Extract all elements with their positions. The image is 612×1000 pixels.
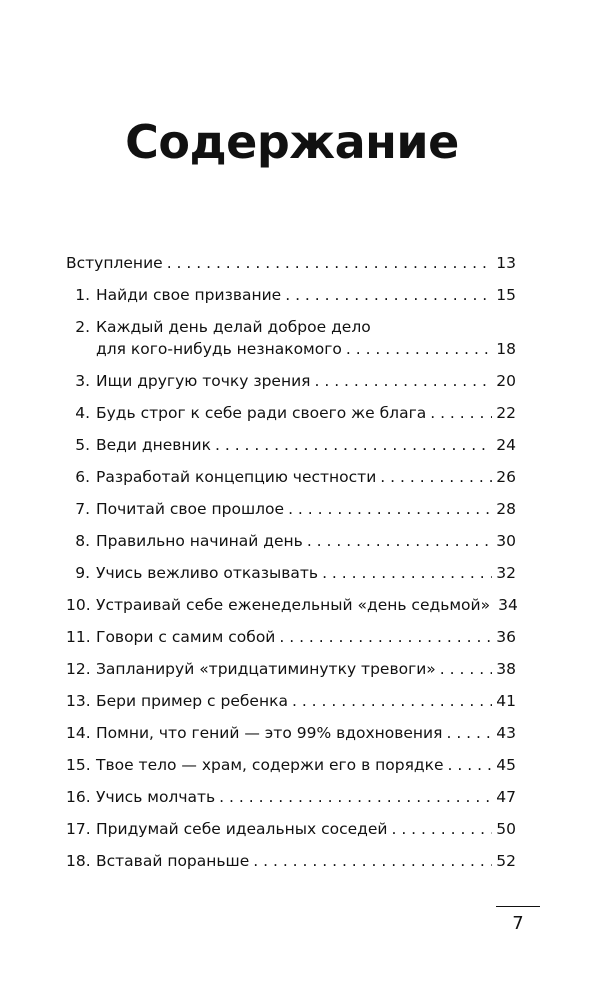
toc-dot-leader <box>215 434 492 456</box>
toc-dot-leader <box>288 498 492 520</box>
toc-entry-title: Говори с самим собой <box>96 628 276 646</box>
toc-entry-page: 45 <box>496 756 516 774</box>
toc-entry <box>66 594 516 616</box>
toc-entry-title: Будь строг к себе ради своего же блага <box>96 404 427 422</box>
toc-entry <box>66 850 516 872</box>
toc-entry-title: Найди свое призвание <box>96 286 282 304</box>
toc-entry-page: 22 <box>496 404 516 422</box>
toc-entry-number: 5. <box>75 436 90 454</box>
toc-entry-page: 13 <box>496 254 516 272</box>
toc-entry-title: для кого-нибудь незнакомого <box>96 340 342 358</box>
toc-entry-title: Вставай пораньше <box>96 852 250 870</box>
toc-entry-number: 1. <box>75 286 90 304</box>
toc-entry-title: Помни, что гений — это 99% вдохновения <box>96 724 443 742</box>
toc-entry <box>66 722 516 744</box>
toc-entry-number: 13. <box>66 692 91 710</box>
toc-entry <box>66 786 516 808</box>
toc-entry <box>66 284 516 306</box>
toc-entry-title: Учись молчать <box>96 788 216 806</box>
toc-dot-leader <box>253 850 492 872</box>
toc-entry-page: 41 <box>496 692 516 710</box>
footer-rule <box>496 906 540 907</box>
toc-entry-number: 16. <box>66 788 91 806</box>
toc-entry <box>66 316 516 360</box>
toc-entry-title: Каждый день делай доброе дело <box>96 318 371 336</box>
toc-dot-leader <box>380 466 492 488</box>
toc-entry <box>66 754 516 776</box>
toc-entry-title: Правильно начинай день <box>96 532 303 550</box>
toc-entry-number: 3. <box>75 372 90 390</box>
toc-entry-page: 24 <box>496 436 516 454</box>
toc-entry-page: 47 <box>496 788 516 806</box>
toc-entry-page: 20 <box>496 372 516 390</box>
toc-entry-number: 2. <box>75 318 90 336</box>
toc-entry-number: 18. <box>66 852 91 870</box>
toc-entry <box>66 818 516 840</box>
toc-entry-page: 43 <box>496 724 516 742</box>
toc-entry <box>66 562 516 584</box>
toc-dot-leader <box>346 338 492 360</box>
toc-entry-title: Веди дневник <box>96 436 211 454</box>
toc-entry-number: 4. <box>75 404 90 422</box>
toc-entry-number: 6. <box>75 468 90 486</box>
toc-entry-page: 26 <box>496 468 516 486</box>
toc-dot-leader <box>167 252 493 274</box>
toc-entry-title: Запланируй «тридцатиминутку тревоги» <box>96 660 436 678</box>
toc-entry <box>66 690 516 712</box>
page-title: Содержание <box>125 115 459 169</box>
toc-dot-leader <box>446 722 492 744</box>
toc-entry-number: 11. <box>66 628 91 646</box>
toc-entry-page: 38 <box>496 660 516 678</box>
toc-entry-number: 15. <box>66 756 91 774</box>
toc-entry-title: Почитай свое прошлое <box>96 500 285 518</box>
toc-entry-title: Придумай себе идеальных соседей <box>96 820 388 838</box>
toc-entry-number: 9. <box>75 564 90 582</box>
toc-entry-page: 52 <box>496 852 516 870</box>
toc-entry-page: 15 <box>496 286 516 304</box>
toc-entry-title: Бери пример с ребенка <box>96 692 288 710</box>
toc-entry-title: Вступление <box>66 254 163 272</box>
toc-entry <box>66 658 516 680</box>
toc-entry-page: 34 <box>498 596 518 614</box>
toc-entry <box>66 530 516 552</box>
toc-entry-number: 8. <box>75 532 90 550</box>
toc-dot-leader <box>279 626 492 648</box>
toc-entry-number: 7. <box>75 500 90 518</box>
toc-entry-title: Разработай концепцию честности <box>96 468 377 486</box>
toc-dot-leader <box>440 658 492 680</box>
toc-dot-leader <box>307 530 492 552</box>
toc-entry-title: Учись вежливо отказывать <box>96 564 319 582</box>
toc-entry <box>66 434 516 456</box>
toc-entry-title: Устраивай себе еженедельный «день седьмой» <box>96 596 491 614</box>
toc-entry-page: 36 <box>496 628 516 646</box>
toc-entry <box>66 626 516 648</box>
toc-dot-leader <box>448 754 493 776</box>
toc-entry-page: 50 <box>496 820 516 838</box>
toc-dot-leader <box>430 402 492 424</box>
toc-entry <box>66 370 516 392</box>
toc-entry <box>66 252 516 274</box>
toc-entry-page: 30 <box>496 532 516 550</box>
toc-entry-title: Ищи другую точку зрения <box>96 372 311 390</box>
toc-dot-leader <box>292 690 492 712</box>
page-number: 7 <box>512 913 524 934</box>
toc-entry <box>66 466 516 488</box>
table-of-contents <box>66 252 516 882</box>
toc-entry-number: 12. <box>66 660 91 678</box>
toc-entry-number: 14. <box>66 724 91 742</box>
toc-dot-leader <box>391 818 492 840</box>
toc-dot-leader <box>285 284 492 306</box>
toc-entry <box>66 498 516 520</box>
toc-entry-page: 18 <box>496 340 516 358</box>
toc-entry-page: 32 <box>496 564 516 582</box>
toc-dot-leader <box>219 786 492 808</box>
toc-entry <box>66 402 516 424</box>
toc-entry-number: 10. <box>66 596 91 614</box>
toc-entry-page: 28 <box>496 500 516 518</box>
toc-entry-number: 17. <box>66 820 91 838</box>
toc-dot-leader <box>322 562 492 584</box>
toc-dot-leader <box>315 370 493 392</box>
toc-entry-title: Твое тело — храм, содержи его в порядке <box>96 756 444 774</box>
